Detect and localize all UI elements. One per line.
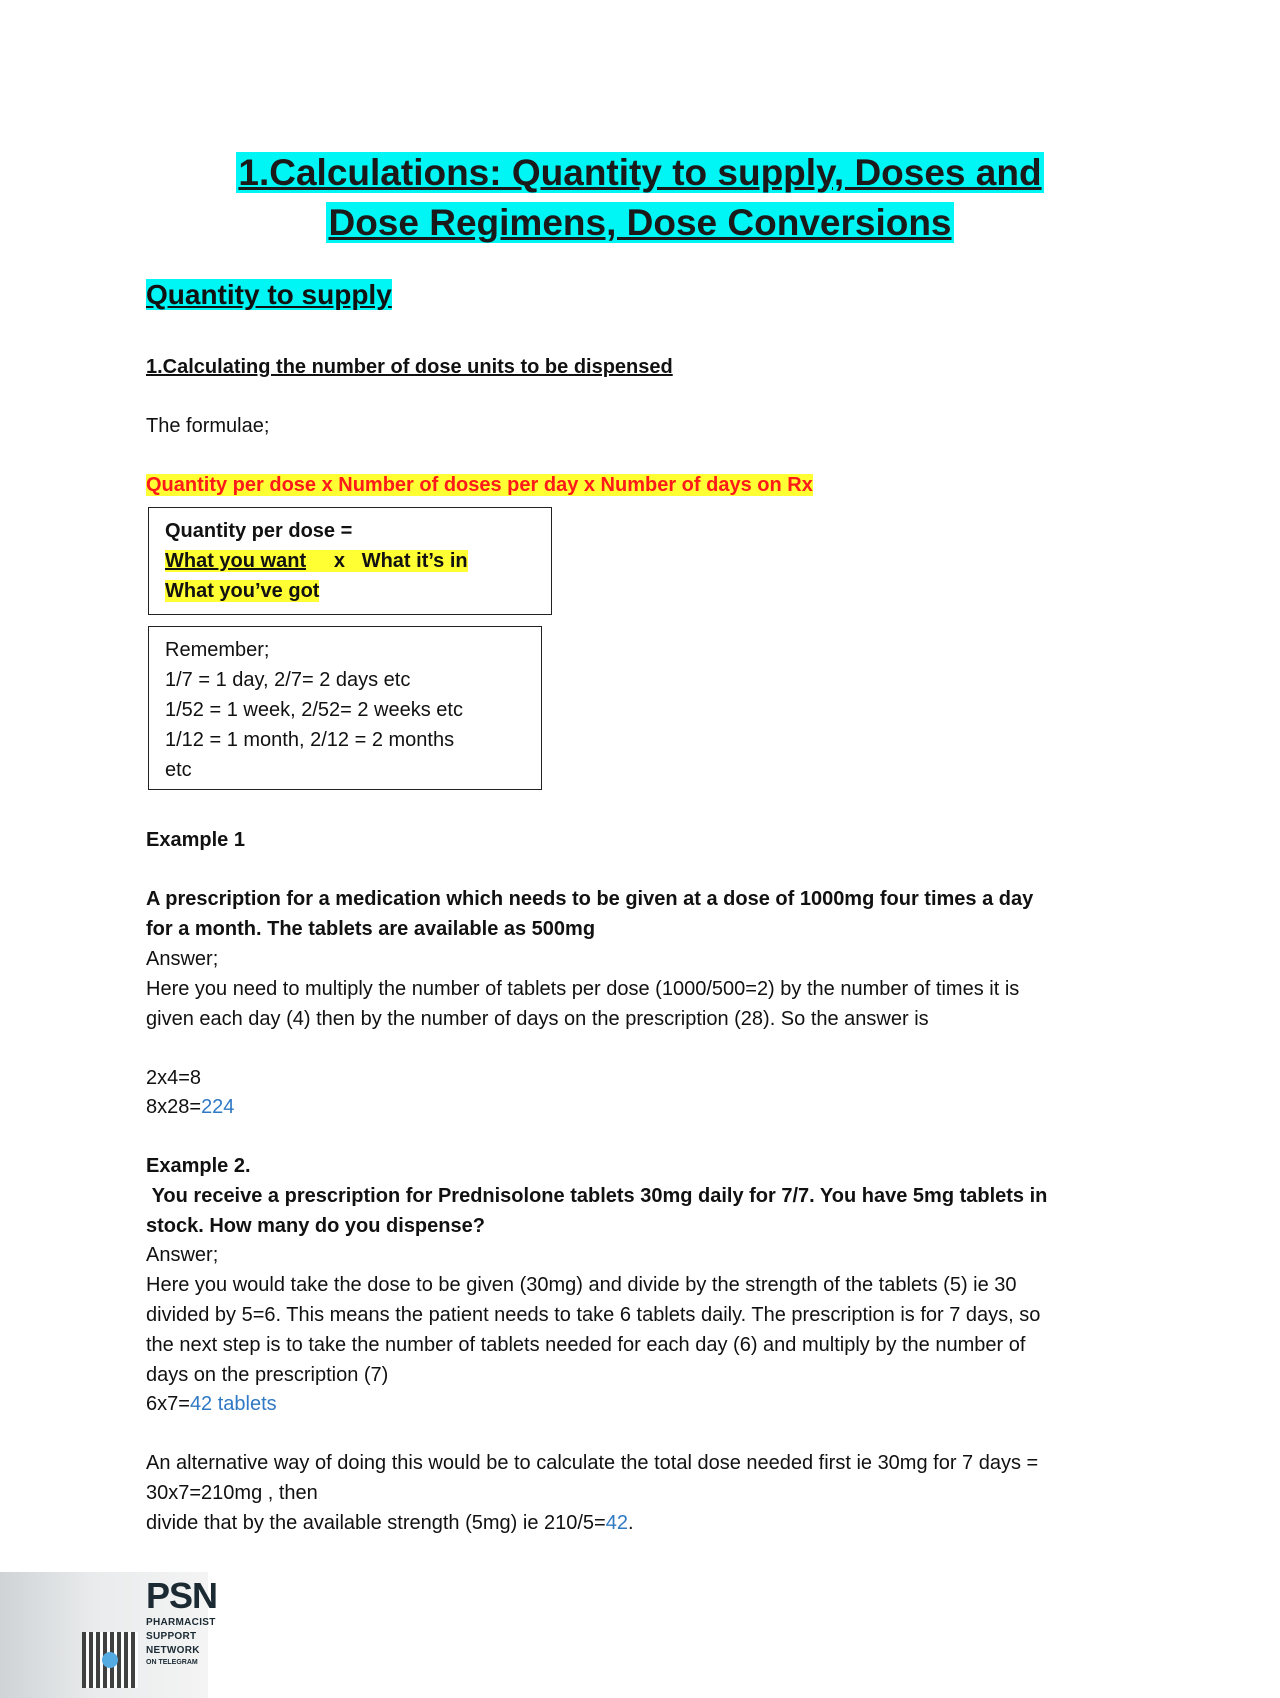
remember-line: 1/12 = 1 month, 2/12 = 2 months: [165, 729, 455, 751]
remember-line: Remember;: [165, 639, 270, 661]
formula-main-text: Quantity per dose x Number of doses per day x Number of days on Rx: [146, 474, 813, 496]
example1-label: Example 1: [146, 829, 245, 851]
example1-step2: [146, 1092, 234, 1122]
psn-logo-line: ON TELEGRAM: [146, 1659, 198, 1666]
example2-alternative: An alternative way of doing this would be to calculate the total dose needed first ie 30mg for 7 days = 30x7=210mg , then: [146, 1452, 1039, 1504]
title-line-2: Dose Regimens, Dose Conversions: [328, 202, 952, 243]
formula-times: x: [333, 550, 346, 572]
remember-line: 1/7 = 1 day, 2/7= 2 days etc: [165, 669, 411, 691]
section-heading: [146, 276, 392, 314]
psn-logo-big: PSN: [146, 1575, 218, 1616]
example2-answer-label: Answer;: [146, 1244, 219, 1266]
example2-alt-result: 42: [605, 1512, 628, 1534]
psn-logo-text: [146, 1575, 218, 1668]
subsection-heading: 1.Calculating the number of dose units to be dispensed: [146, 356, 673, 378]
remember-line: 1/52 = 1 week, 2/52= 2 weeks etc: [165, 699, 463, 721]
formula-want: What you want: [165, 550, 307, 572]
formula-box: [148, 507, 552, 615]
example1-explanation: Here you need to multiply the number of tablets per dose (1000/500=2) by the number of times it is given each day (4) then by the number of days on the prescription (28). So the answer is: [146, 978, 1020, 1030]
example2-result: 42 tablets: [189, 1393, 277, 1415]
page-title: [0, 148, 1280, 248]
qr-code-icon: [82, 1632, 138, 1688]
example2-step-prefix: 6x7=: [146, 1393, 190, 1415]
example2-explanation: Here you would take the dose to be given (30mg) and divide by the strength of the tablets (5) ie 30 divided by 5=6. This means the patient needs to take 6 tablets daily. The prescription is for 7 days, so the next step is to take the number of tablets needed for each day (6) and multiply by the number of days on the prescription (7): [146, 1274, 1041, 1386]
psn-logo-line: NETWORK: [146, 1645, 200, 1656]
example2-alt-prefix: divide that by the available strength (5mg) ie 210/5=: [146, 1512, 606, 1534]
example2-label: Example 2.: [146, 1155, 251, 1177]
psn-logo: [0, 1572, 218, 1698]
section-heading-text: Quantity to supply: [146, 279, 392, 310]
remember-line: etc: [165, 759, 192, 781]
example1-result: 224: [201, 1096, 235, 1118]
formula-got: What you’ve got: [165, 580, 320, 602]
example2-step: [146, 1389, 277, 1419]
example2-question: You receive a prescription for Prednisolone tablets 30mg daily for 7/7. You have 5mg tablets in stock. How many do you dispense?: [146, 1185, 1053, 1237]
formula-in: What it’s in: [361, 550, 468, 572]
formula-main: [146, 470, 813, 500]
psn-logo-line: SUPPORT: [146, 1631, 197, 1642]
psn-logo-line: PHARMACIST: [146, 1617, 216, 1628]
example1-question: A prescription for a medication which needs to be given at a dose of 1000mg four times a day for a month. The tablets are available as 500mg: [146, 888, 1034, 940]
example1-step2-prefix: 8x28=: [146, 1096, 202, 1118]
example2-alt-suffix: .: [627, 1512, 634, 1534]
example2-alt-last: [146, 1508, 634, 1538]
formulae-intro: The formulae;: [146, 415, 270, 437]
title-line-1: 1.Calculations: Quantity to supply, Doses and: [238, 152, 1042, 193]
example1-answer-label: Answer;: [146, 948, 219, 970]
formula-box-line1: Quantity per dose =: [165, 520, 353, 542]
example1-step1: 2x4=8: [146, 1067, 202, 1089]
remember-box: [148, 626, 542, 790]
